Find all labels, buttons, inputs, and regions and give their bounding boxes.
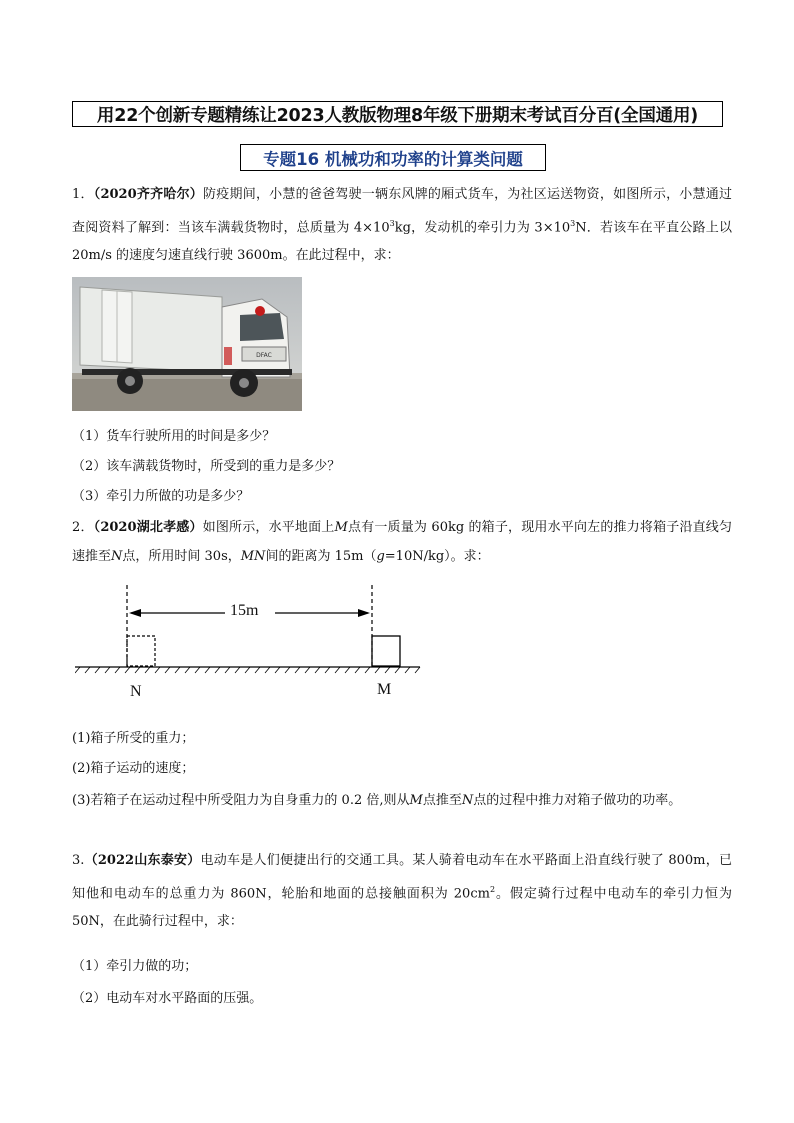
question-3-text: 3.（2022山东泰安）电动车是人们便捷出行的交通工具。某人骑着电动车在水平路面上沿直线行驶了 800m，已知他和电动车的总重力为 860N，轮胎和地面的总接触面积为 $20cm^2$。假定骑行过程中电动车的牵引力恒为 50N，在此骑行过程中，求： [72, 853, 732, 930]
question-2-sub-1: (1)箱子所受的重力； [72, 731, 195, 746]
question-2-sub-3: (3)若箱子在运动过程中所受阻力为自身重力的 0.2 倍,则从M点推至N点的过程中推力对箱子做功的功率。 [72, 793, 682, 808]
point-n-label: N [130, 683, 142, 700]
question-1-sub-2: （2）该车满载货物时，所受到的重力是多少？ [72, 459, 341, 474]
question-2-text: 2．（2020湖北孝感）如图所示，水平地面上M点有一质量为 60kg 的箱子，现用水平向左的推力将箱子沿直线匀速推至N点，所用时间 30s，MN间的距离为 15m（g=10N/kg）。求： [72, 520, 732, 564]
question-3-sub-2: （2）电动车对水平路面的压强。 [72, 991, 263, 1006]
question-3-sub-1: （1）牵引力做的功； [72, 959, 198, 974]
question-1-sub-1: （1）货车行驶所用的时间是多少？ [72, 429, 276, 444]
ground-hatching [75, 667, 420, 673]
box-motion-diagram [75, 580, 425, 705]
distance-label: 15m [230, 602, 259, 619]
svg-text:DFAC: DFAC [256, 352, 272, 359]
question-1-text: 1．（2020齐齐哈尔）防疫期间，小慧的爸爸驾驶一辆东风牌的厢式货车，为社区运送物资，如图所示，小慧通过查阅资料了解到：当该车满载货物时，总质量为 $4\times 10^3kg$，发动机的牵引力为 $3\times 10^3N$．若该车在平直公路上以 20m/s 的速度匀速直线行驶 3600m。在此过程中，求： [72, 187, 732, 264]
question-2-sub-2: (2)箱子运动的速度； [72, 761, 195, 776]
box-at-n [127, 636, 155, 666]
box-at-m [372, 636, 400, 666]
question-2-number: 2． [72, 520, 94, 535]
document-title: 用22个创新专题精练让2023人教版物理8年级下册期末考试百分百(全国通用) [72, 101, 723, 127]
question-3-number: 3. [72, 853, 85, 868]
topic-title: 专题16 机械功和功率的计算类问题 [240, 144, 546, 171]
point-m-label: M [377, 681, 392, 698]
question-3-source: （2022山东泰安） [84, 853, 201, 868]
truck-photo [72, 277, 302, 411]
question-1-source: （2020齐齐哈尔） [93, 187, 204, 202]
question-1-number: 1． [72, 187, 94, 202]
question-2-source: （2020湖北孝感） [93, 520, 203, 535]
question-1-sub-3: （3）牵引力所做的功是多少？ [72, 489, 250, 504]
